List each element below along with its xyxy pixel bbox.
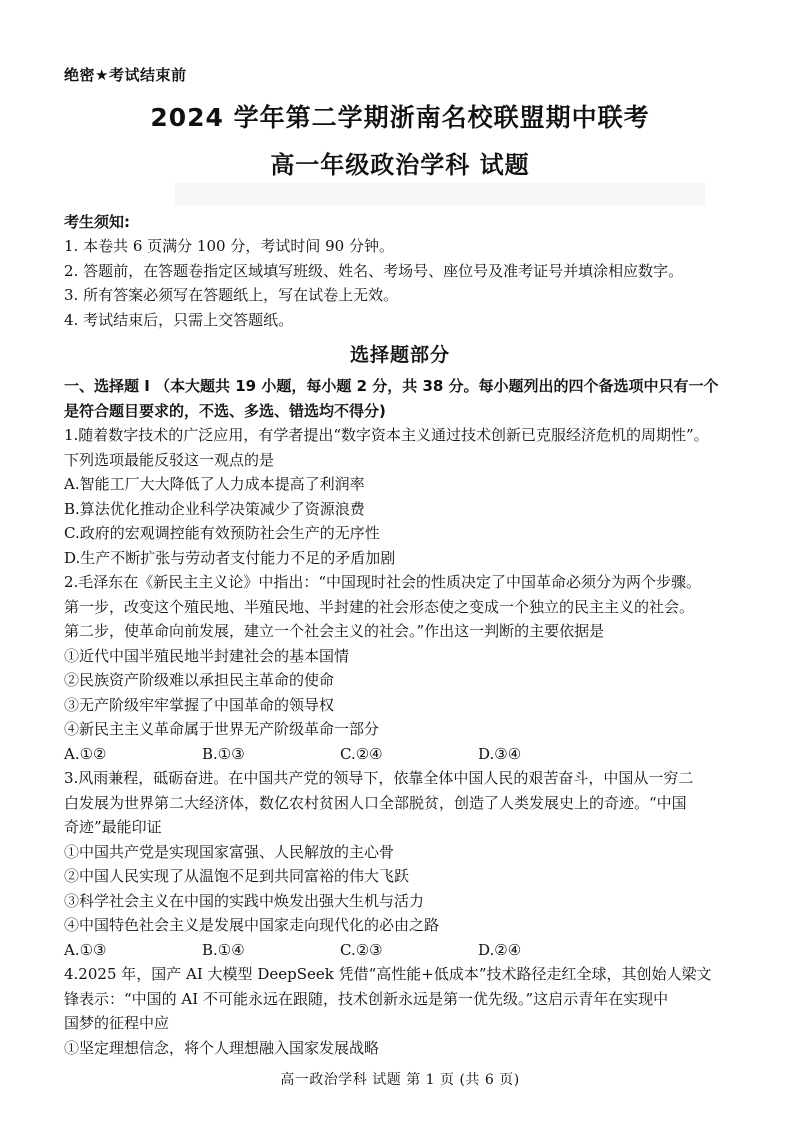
q3-stem-line: 3.风雨兼程，砥砺奋进。在中国共产党的领导下，依靠全体中国人民的艰苦奋斗，中国从一穷二 bbox=[64, 769, 694, 787]
q1-stem-line: 1.随着数字技术的广泛应用，有学者提出“数字资本主义通过技术创新已克服经济危机的周期性”。 bbox=[64, 426, 709, 444]
q1-stem-line: 下列选项最能反驳这一观点的是 bbox=[64, 450, 275, 469]
q2-stem-line: 第二步，使革命向前发展，建立一个社会主义的社会。”作出这一判断的主要依据是 bbox=[64, 622, 605, 640]
q1-choice: B.算法优化推动企业科学决策减少了资源浪费 bbox=[64, 499, 365, 518]
q4-stem-line: 国梦的征程中应 bbox=[64, 1014, 170, 1032]
question-body bbox=[64, 374, 744, 1060]
section-intro-line: 一、选择题 I （本大题共 19 小题，每小题 2 分，共 38 分。每小题列出的四个备选项中只有一个 bbox=[64, 377, 719, 395]
q2-statement: ①近代中国半殖民地半封建社会的基本国情 bbox=[64, 646, 350, 665]
q3-stem-line: 白发展为世界第二大经济体，数亿农村贫困人口全部脱贫，创造了人类发展史上的奇迹。“中国 bbox=[64, 793, 687, 812]
q3-statement: ③科学社会主义在中国的实践中焕发出强大生机与活力 bbox=[64, 891, 425, 910]
notice-list bbox=[64, 234, 744, 332]
exam-title: 2024 学年第二学期浙南名校联盟期中联考 bbox=[150, 103, 650, 132]
page-footer: 高一政治学科 试题 第 1 页 (共 6 页) bbox=[280, 1072, 520, 1088]
watermark-band bbox=[175, 183, 705, 205]
q3-option-d: D.②④ bbox=[478, 940, 522, 959]
q4-statement: ①坚定理想信念，将个人理想融入国家发展战略 bbox=[64, 1038, 380, 1057]
q3-statement: ④中国特色社会主义是发展中国家走向现代化的必由之路 bbox=[64, 916, 440, 934]
q3-statement: ①中国共产党是实现国家富强、人民解放的主心骨 bbox=[64, 842, 395, 861]
q2-options bbox=[64, 742, 744, 767]
q1-choice: D.生产不断扩张与劳动者支付能力不足的矛盾加剧 bbox=[64, 548, 396, 567]
section-intro-line: 是符合题目要求的，不选、多选、错选均不得分) bbox=[64, 401, 386, 420]
q2-option-c: C.②④ bbox=[340, 744, 383, 763]
section-title: 选择题部分 bbox=[349, 344, 450, 366]
notice-item: 4. 考试结束后，只需上交答题纸。 bbox=[64, 310, 294, 329]
q3-option-c: C.②③ bbox=[340, 940, 383, 959]
q2-option-a: A.①② bbox=[64, 744, 107, 763]
exam-subtitle: 高一年级政治学科 试题 bbox=[270, 151, 530, 179]
q2-statement: ③无产阶级牢牢掌握了中国革命的领导权 bbox=[64, 695, 335, 714]
q3-statement: ②中国人民实现了从温饱不足到共同富裕的伟大飞跃 bbox=[64, 867, 410, 885]
q3-options bbox=[64, 938, 744, 963]
q2-statement: ④新民主主义革命属于世界无产阶级革命一部分 bbox=[64, 720, 380, 738]
notice-item: 1. 本卷共 6 页满分 100 分，考试时间 90 分钟。 bbox=[64, 237, 394, 255]
q3-stem-line: 奇迹”最能印证 bbox=[64, 818, 162, 836]
q1-choice: A.智能工厂大大降低了人力成本提高了利润率 bbox=[64, 475, 365, 493]
notice-item: 3. 所有答案必须写在答题纸上，写在试卷上无效。 bbox=[64, 286, 399, 304]
q3-option-b: B.①④ bbox=[202, 940, 245, 959]
q2-option-d: D.③④ bbox=[478, 744, 522, 763]
q2-stem-line: 2.毛泽东在《新民主主义论》中指出：“中国现时社会的性质决定了中国革命必须分为两个步骤。 bbox=[64, 573, 701, 591]
confidential-label: 绝密★考试结束前 bbox=[64, 66, 187, 84]
q2-option-b: B.①③ bbox=[202, 744, 245, 763]
q1-choice: C.政府的宏观调控能有效预防社会生产的无序性 bbox=[64, 524, 380, 542]
q4-stem-line: 4.2025 年，国产 AI 大模型 DeepSeek 凭借“高性能+低成本”技术路径走红全球，其创始人梁文 bbox=[64, 965, 712, 983]
notice-item: 2. 答题前，在答题卷指定区域填写班级、姓名、考场号、座位号及准考证号并填涂相应数字。 bbox=[64, 261, 684, 280]
q4-stem-line: 锋表示：“中国的 AI 不可能永远在跟随，技术创新永远是第一优先级。”这启示青年在实现中 bbox=[64, 989, 669, 1008]
q2-stem-line: 第一步，改变这个殖民地、半殖民地、半封建的社会形态使之变成一个独立的民主主义的社会。 bbox=[64, 597, 695, 616]
q2-statement: ②民族资产阶级难以承担民主革命的使命 bbox=[64, 671, 335, 689]
notice-heading: 考生须知: bbox=[64, 213, 130, 231]
q3-option-a: A.①③ bbox=[64, 940, 107, 959]
